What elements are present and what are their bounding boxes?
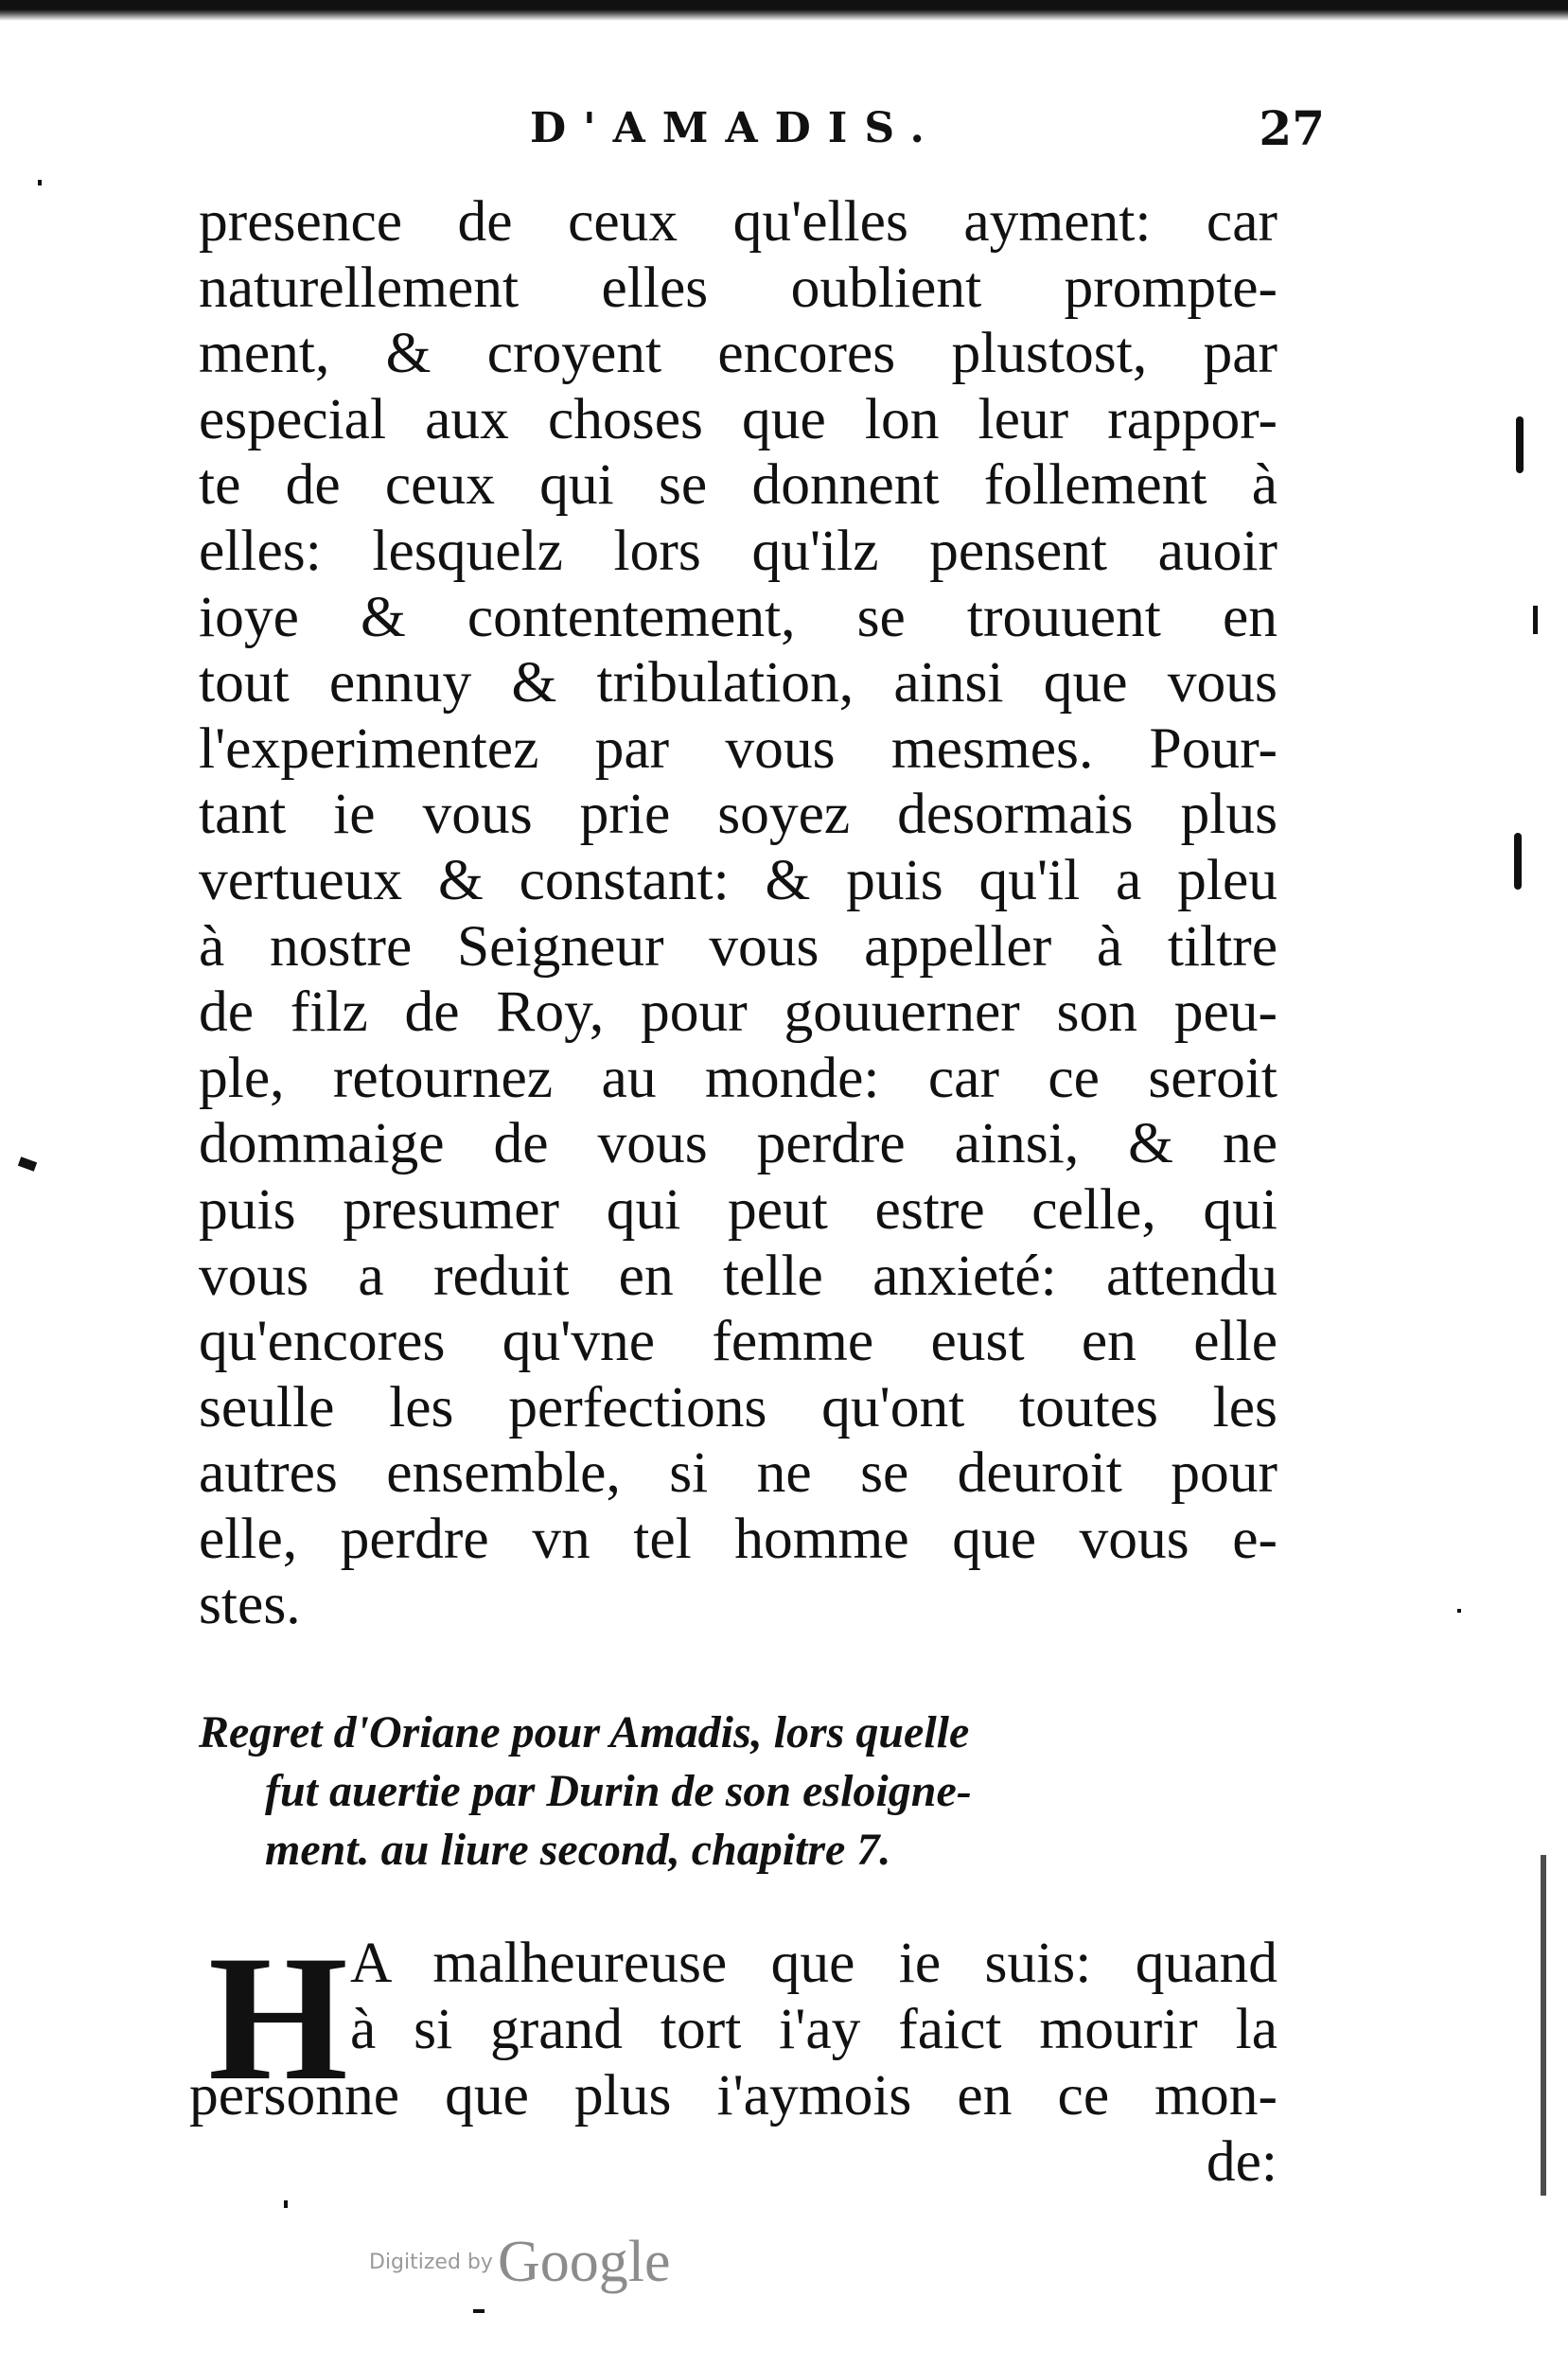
section-heading — [199, 1704, 1287, 1880]
text-line: qu'encores qu'vne femme eust en elle — [199, 1309, 1277, 1374]
text-line: elle, perdre vn tel homme que vous e- — [199, 1506, 1277, 1571]
scan-speck — [38, 180, 42, 185]
running-title: D'AMADIS. — [530, 104, 942, 152]
scan-speck — [1516, 416, 1524, 473]
catchword: de: — [1206, 2129, 1277, 2194]
body-paragraph — [199, 189, 1277, 1638]
second-paragraph — [189, 1919, 1277, 2196]
text-line: naturellement elles oublient prompte- — [199, 255, 1277, 320]
scan-speck — [284, 2200, 288, 2208]
text-line: autres ensemble, si ne se deuroit pour — [199, 1440, 1277, 1506]
text-line: seulle les perfections qu'ont toutes les — [199, 1374, 1277, 1439]
text-line: ment, & croyent encores plustost, par — [199, 321, 1277, 386]
text-line: tant ie vous prie soyez desormais plus — [199, 782, 1277, 847]
text-line: ioye & contentement, se trouuent en — [199, 584, 1277, 649]
heading-line: fut auertie par Durin de son esloigne- — [265, 1766, 972, 1816]
page-number: 27 — [1259, 100, 1325, 156]
drop-cap: H — [208, 1919, 348, 2118]
top-edge-rule — [0, 0, 1568, 21]
text-line: de filz de Roy, pour gouuerner son peu- — [199, 980, 1277, 1045]
digitized-by-label: Digitized by — [369, 2251, 493, 2274]
scan-speck — [1457, 1609, 1461, 1613]
google-logo: Google — [498, 2230, 671, 2294]
text-line: especial aux choses que lon leur rappor- — [199, 386, 1277, 451]
text-line: vertueux & constant: & puis qu'il a pleu — [199, 847, 1277, 912]
digitized-by-google-watermark — [369, 2229, 671, 2296]
text-line: presence de ceux qu'elles ayment: car — [199, 189, 1277, 254]
scan-speck — [1514, 833, 1522, 890]
text-line: l'experimentez par vous mesmes. Pour- — [199, 715, 1277, 781]
text-line: te de ceux qui se donnent follement à — [199, 452, 1277, 518]
text-line: à si grand tort i'ay faict mourir la — [350, 1997, 1277, 2061]
text-line: ple, retournez au monde: car ce seroit — [199, 1045, 1277, 1110]
scan-speck — [1533, 606, 1538, 634]
heading-line: Regret d'Oriane pour Amadis, lors quelle — [199, 1707, 970, 1757]
heading-line: ment. au liure second, chapitre 7. — [265, 1825, 891, 1875]
scan-speck — [1541, 1855, 1546, 2196]
scan-speck — [18, 1157, 37, 1172]
text-line: vous a reduit en telle anxieté: attendu — [199, 1243, 1277, 1308]
scan-speck — [473, 2309, 484, 2313]
text-line: dommaige de vous perdre ainsi, & ne — [199, 1111, 1277, 1176]
text-line: tout ennuy & tribulation, ainsi que vous — [199, 650, 1277, 715]
text-line: A malheureuse que ie suis: quand — [350, 1931, 1277, 1995]
text-line: personne que plus i'aymois en ce mon- — [189, 2063, 1277, 2128]
text-line: stes. — [199, 1572, 301, 1637]
text-line: puis presumer qui peut estre celle, qui — [199, 1176, 1277, 1242]
page-header — [530, 100, 1325, 161]
text-line: elles: lesquelz lors qu'ilz pensent auoir — [199, 518, 1277, 583]
text-line: à nostre Seigneur vous appeller à tiltre — [199, 913, 1277, 979]
